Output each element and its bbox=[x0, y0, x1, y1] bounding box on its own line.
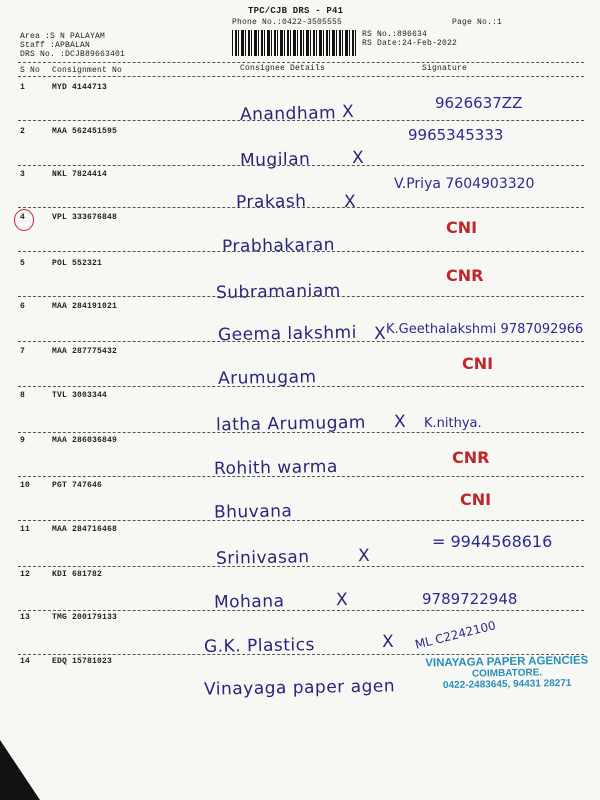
row-9-consignee: Rohith warma bbox=[213, 456, 338, 480]
row-12-consignment: KDI 681782 bbox=[52, 570, 103, 579]
row-5-consignee: Subramaniam bbox=[215, 280, 341, 304]
row-2-mark: X bbox=[351, 147, 365, 169]
row-10-number: 10 bbox=[20, 481, 31, 490]
row-8-divider bbox=[18, 432, 584, 433]
row-11-divider bbox=[18, 566, 584, 567]
row-2-consignee: Mugilan bbox=[239, 149, 311, 171]
row-12-signature: 9789722948 bbox=[422, 590, 518, 608]
rs-number: RS No.:896634 bbox=[362, 30, 428, 39]
row-8-mark: X bbox=[393, 411, 407, 433]
row-11-consignment: MAA 284716468 bbox=[52, 525, 118, 534]
header-divider-bottom bbox=[18, 76, 584, 77]
row-6-consignee: Geema lakshmi bbox=[217, 322, 358, 346]
row-4-consignee: Prabhakaran bbox=[221, 235, 336, 257]
row-7-consignment: MAA 287775432 bbox=[52, 347, 118, 356]
row-13-number: 13 bbox=[20, 613, 31, 622]
row-6-mark: X bbox=[373, 323, 387, 345]
row-11-mark: X bbox=[357, 545, 371, 567]
row-10-divider bbox=[18, 520, 584, 521]
row-3-divider bbox=[18, 207, 584, 208]
row-10-consignment: PGT 747646 bbox=[52, 481, 103, 490]
row-9-signature: CNR bbox=[452, 448, 490, 467]
column-consignee: Consignee Details bbox=[240, 64, 326, 73]
company-stamp bbox=[418, 654, 597, 691]
stamp-phone: 0422-2483645, 94431 28271 bbox=[442, 677, 572, 692]
drs-number: DRS No. :DCJB89663401 bbox=[20, 50, 126, 59]
column-consignment: Consignment No bbox=[52, 66, 123, 75]
row-5-divider bbox=[18, 296, 584, 297]
row-12-divider bbox=[18, 610, 584, 611]
row-1-signature: 9626637ZZ bbox=[435, 94, 523, 112]
row-3-consignment: NKL 7824414 bbox=[52, 170, 108, 179]
row-5-number: 5 bbox=[20, 259, 26, 268]
row-3-consignee: Prakash bbox=[235, 191, 307, 213]
row-2-divider bbox=[18, 165, 584, 166]
row-10-signature: CNI bbox=[460, 490, 492, 509]
row-1-number: 1 bbox=[20, 83, 26, 92]
staff-label: Staff :APBALAN bbox=[20, 41, 91, 50]
row-14-number: 14 bbox=[20, 657, 31, 666]
column-sno: S No bbox=[20, 66, 41, 75]
phone-number: Phone No.:0422-3505555 bbox=[232, 18, 343, 27]
row-9-divider bbox=[18, 476, 584, 477]
row-14-consignment: EDQ 15781023 bbox=[52, 657, 113, 666]
row-7-divider bbox=[18, 386, 584, 387]
row-9-number: 9 bbox=[20, 436, 26, 445]
row-11-signature: = 9944568616 bbox=[432, 532, 553, 551]
row-9-consignment: MAA 286036849 bbox=[52, 436, 118, 445]
row-8-consignment: TVL 3003344 bbox=[52, 391, 108, 400]
row-13-consignee: G.K. Plastics bbox=[203, 635, 316, 657]
sheet-title: TPC/CJB DRS - P41 bbox=[248, 6, 344, 16]
barcode bbox=[232, 30, 356, 56]
row-5-consignment: POL 552321 bbox=[52, 259, 103, 268]
row-13-consignment: TMG 200179133 bbox=[52, 613, 118, 622]
column-signature: Signature bbox=[422, 64, 468, 73]
row-8-number: 8 bbox=[20, 391, 26, 400]
row-2-signature: 9965345333 bbox=[408, 126, 504, 144]
row-12-number: 12 bbox=[20, 570, 31, 579]
area-label: Area :S N PALAYAM bbox=[20, 32, 106, 41]
row-4-divider bbox=[18, 251, 584, 252]
stamp-company-name: VINAYAGA PAPER AGENCIES bbox=[425, 654, 589, 670]
row-13-mark: X bbox=[381, 631, 395, 653]
row-13-signature: ML C2242100 bbox=[413, 618, 498, 652]
row-13-divider bbox=[18, 654, 584, 655]
row-1-consignee: Anandham bbox=[239, 103, 337, 125]
row-8-signature: K.nithya. bbox=[424, 416, 482, 431]
page-number: Page No.:1 bbox=[452, 18, 503, 27]
row-6-consignment: MAA 284191021 bbox=[52, 302, 118, 311]
row-2-consignment: MAA 562451595 bbox=[52, 127, 118, 136]
scan-corner-shadow bbox=[0, 740, 40, 800]
row-11-consignee: Srinivasan bbox=[215, 547, 310, 569]
row-6-divider bbox=[18, 341, 584, 342]
row-7-number: 7 bbox=[20, 347, 26, 356]
row-4-signature: CNI bbox=[446, 218, 478, 237]
row-6-number: 6 bbox=[20, 302, 26, 311]
row-12-mark: X bbox=[335, 589, 349, 611]
row-10-consignee: Bhuvana bbox=[213, 501, 293, 523]
rs-date: RS Date:24-Feb-2022 bbox=[362, 39, 458, 48]
header-divider-top bbox=[18, 62, 584, 63]
row-4-consignment: VPL 333676848 bbox=[52, 213, 118, 222]
row-2-number: 2 bbox=[20, 127, 26, 136]
stamp-city: COIMBATORE. bbox=[471, 667, 543, 680]
row-1-mark: X bbox=[341, 101, 355, 123]
row-3-number: 3 bbox=[20, 170, 26, 179]
row-11-number: 11 bbox=[20, 525, 31, 534]
row-12-consignee: Mohana bbox=[213, 591, 285, 613]
row-7-consignee: Arumugam bbox=[217, 367, 317, 389]
row-3-signature: V.Priya 7604903320 bbox=[394, 176, 535, 192]
row-7-signature: CNI bbox=[462, 354, 494, 373]
row-1-consignment: MYD 4144713 bbox=[52, 83, 108, 92]
row-14-consignee: Vinayaga paper agen bbox=[203, 676, 396, 700]
row-5-signature: CNR bbox=[446, 266, 484, 285]
row-3-mark: X bbox=[343, 191, 357, 213]
row-8-consignee: latha Arumugam bbox=[215, 412, 367, 436]
row-4-number: 4 bbox=[20, 213, 26, 222]
row-6-signature: K.Geethalakshmi 9787092966 bbox=[386, 322, 584, 337]
row-1-divider bbox=[18, 120, 584, 121]
